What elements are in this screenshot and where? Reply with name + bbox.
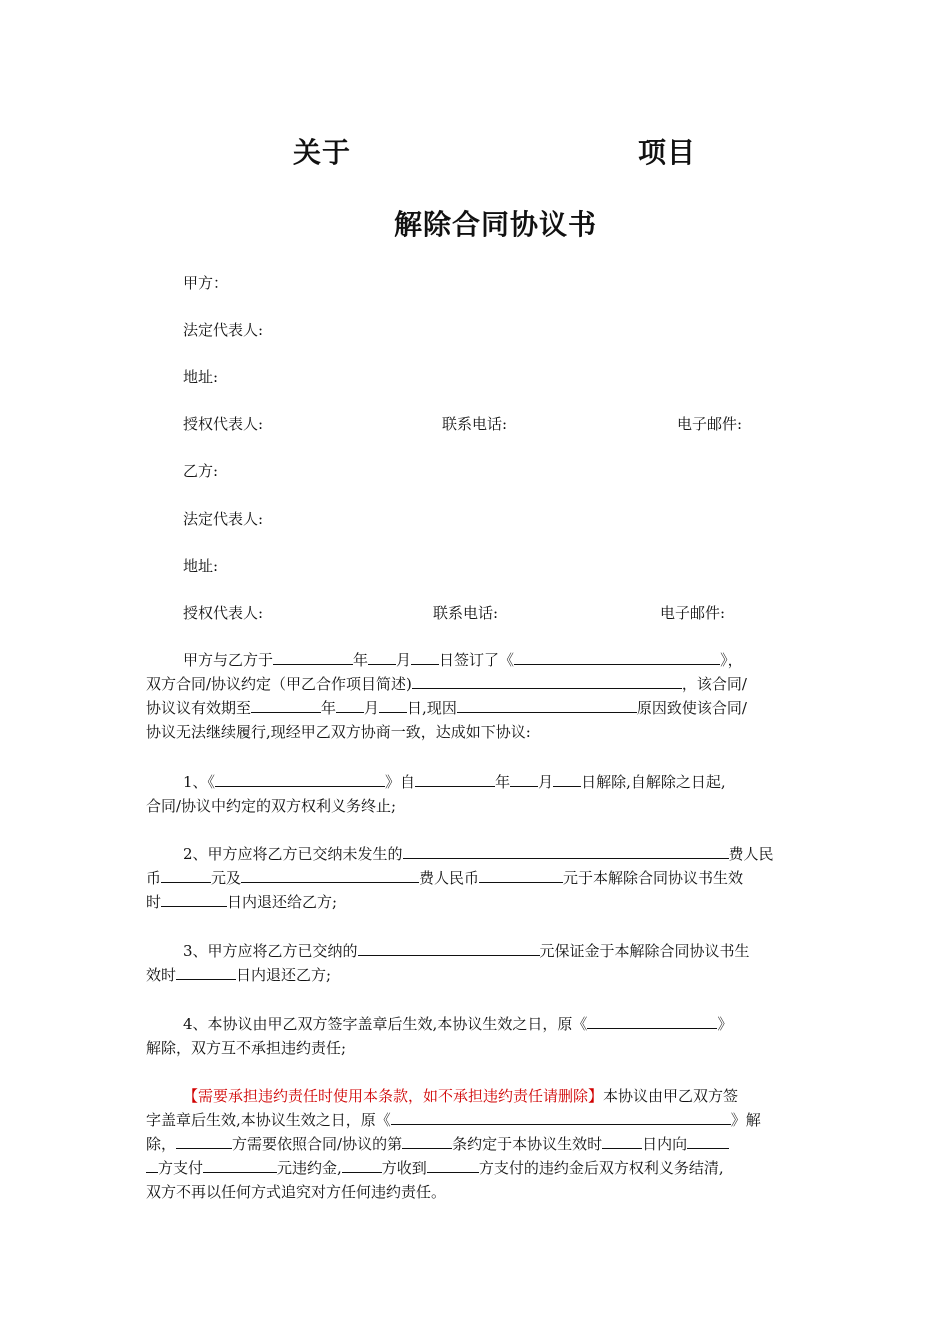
clause5-article-blank[interactable] <box>402 1134 452 1149</box>
project-summary-blank[interactable] <box>412 674 682 689</box>
party-a-phone: 联系电话: <box>442 415 508 433</box>
sign-day-blank[interactable] <box>411 650 439 665</box>
title-right: 项目 <box>638 136 697 169</box>
clause2-days-blank[interactable] <box>161 892 227 907</box>
clause5-contract-blank[interactable] <box>391 1110 731 1125</box>
party-b-phone: 联系电话: <box>433 604 499 622</box>
clause3-days-blank[interactable] <box>176 965 236 980</box>
clause5-party-blank[interactable] <box>176 1134 232 1149</box>
party-b-auth-rep: 授权代表人: <box>183 604 264 622</box>
clause5-payer-blank[interactable] <box>427 1158 479 1173</box>
clause-4: 4、本协议由甲乙双方签字盖章后生效,本协议生效之日，原《 》 解除，双方互不承担违约责任; <box>146 1015 733 1057</box>
clause1-month-blank[interactable] <box>510 772 538 787</box>
party-b-email: 电子邮件: <box>660 604 726 622</box>
clause-2: 2、甲方应将乙方已交纳未发生的 费人民 币 元及 费人民币 元于本解除合同协议书生效 时 日内退还给乙方; <box>146 845 774 911</box>
sign-year-blank[interactable] <box>273 650 353 665</box>
clause1-day-blank[interactable] <box>553 772 581 787</box>
clause4-contract-blank[interactable] <box>587 1014 717 1029</box>
title-left: 关于 <box>293 136 352 169</box>
clause5-payee-cont-blank[interactable] <box>146 1158 158 1173</box>
party-a-auth-rep: 授权代表人: <box>183 415 264 433</box>
clause-3: 3、甲方应将乙方已交纳的 元保证金于本解除合同协议书生 效时 日内退还乙方; <box>146 942 750 984</box>
clause1-year-blank[interactable] <box>415 772 495 787</box>
valid-year-blank[interactable] <box>251 698 321 713</box>
clause5-penalty-amount-blank[interactable] <box>203 1158 277 1173</box>
valid-day-blank[interactable] <box>379 698 407 713</box>
clause1-contract-blank[interactable] <box>215 772 385 787</box>
clause2-amount2-blank[interactable] <box>479 868 563 883</box>
clause2-fee-type2-blank[interactable] <box>241 868 419 883</box>
contract-name-blank[interactable] <box>514 650 720 665</box>
document-subtitle: 解除合同协议书 <box>394 208 598 241</box>
clause-1: 1、《 》自 年 月 日解除,自解除之日起, 合同/协议中约定的双方权利义务终止; <box>146 773 726 815</box>
penalty-clause-note: 【需要承担违约责任时使用本条款，如不承担违约责任请删除】 <box>183 1087 604 1105</box>
clause-penalty: 【需要承担违约责任时使用本条款，如不承担违约责任请删除】本协议由甲乙双方签 字盖章后生效,本协议生效之日，原《 》解 除， 方需要依照合同/协议的第 条约定于本协议生效时 日内向 方支付 元违约金, 方收到 方支付的违约金后双方权利义务结清, 双方不再以任何方式追究对方任何违约责任。 <box>146 1087 761 1201</box>
clause5-payee-blank[interactable] <box>687 1134 729 1149</box>
clause2-amount1-blank[interactable] <box>161 868 211 883</box>
clause3-deposit-blank[interactable] <box>358 941 540 956</box>
party-a-address: 地址: <box>183 368 219 386</box>
party-b-label: 乙方: <box>183 462 219 480</box>
reason-blank[interactable] <box>457 698 637 713</box>
party-b-legal-rep: 法定代表人: <box>183 510 264 528</box>
party-a-email: 电子邮件: <box>677 415 743 433</box>
sign-month-blank[interactable] <box>368 650 396 665</box>
clause5-days-blank[interactable] <box>602 1134 642 1149</box>
party-a-legal-rep: 法定代表人: <box>183 321 264 339</box>
intro-paragraph: 甲方与乙方于 年 月 日签订了《 》， 双方合同/协议约定（甲乙合作项目简述) ，该合同/ 协议议有效期至 年 月 日,现因 原因致使该合同/ 协议无法继续履行,现经甲乙双方协商一致，达成如下协议: <box>146 651 747 741</box>
clause2-fee-type-blank[interactable] <box>403 844 729 859</box>
clause5-receiver-blank[interactable] <box>342 1158 382 1173</box>
party-b-address: 地址: <box>183 557 219 575</box>
valid-month-blank[interactable] <box>336 698 364 713</box>
party-a-label: 甲方： <box>183 274 229 292</box>
